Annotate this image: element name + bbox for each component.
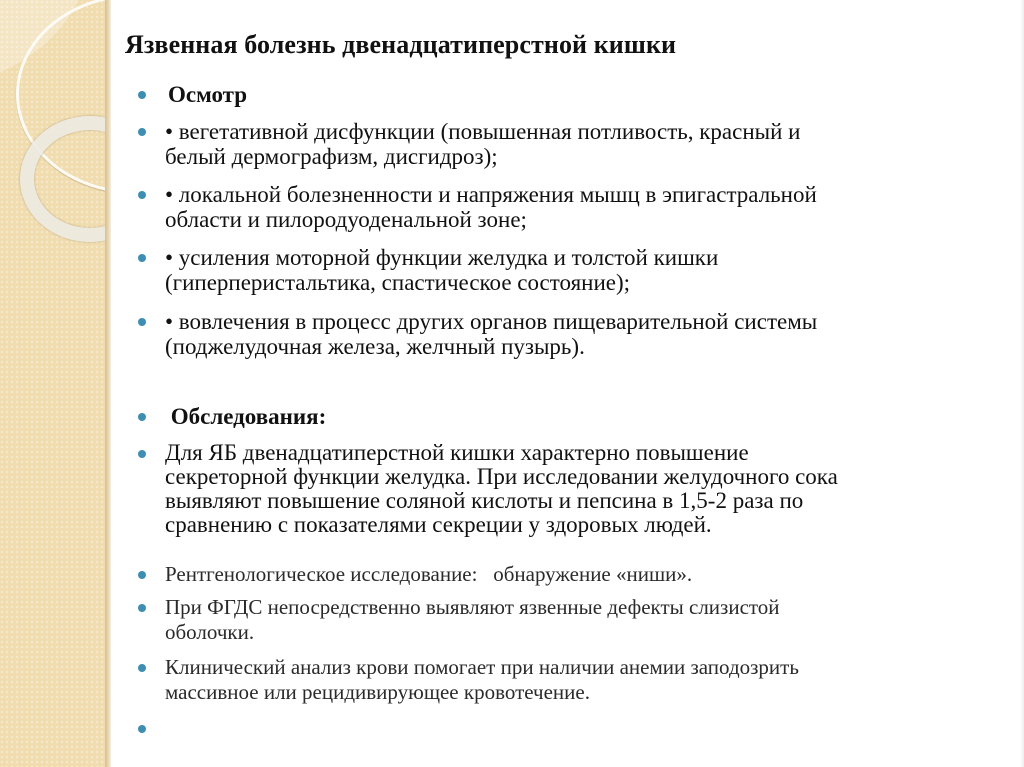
bullet-dot-icon [138, 191, 146, 199]
list-item [138, 655, 998, 705]
list-item [138, 245, 998, 295]
list-item [138, 309, 998, 359]
bullet-dot-icon [138, 725, 146, 733]
list-item-text: Осмотр [168, 82, 248, 107]
list-item-text: • локальной болезненности и напряжения мышц в эпигастральной области и пилородуоденальной зоне; [165, 182, 817, 232]
bullet-dot-icon [138, 664, 146, 672]
bullet-dot-icon [138, 254, 146, 262]
bullet-dot-icon [138, 450, 146, 458]
list-item-heading-obsledovaniya [138, 404, 998, 429]
list-item-text: Для ЯБ двенадцатиперстной кишки характерно повышение секреторной функции желудка. При исследовании желудочного сока выявляют повышение соляной кислоты и пепсина в 1,5-2 раза по сравнению с показателями секреции у здоровых людей. [165, 440, 838, 537]
list-item-text: • вовлечения в процесс других органов пищеварительной системы (поджелудочная железа, желчный пузырь). [165, 309, 818, 359]
list-item [138, 182, 998, 232]
bullet-dot-icon [138, 128, 146, 136]
bullet-dot-icon [138, 413, 146, 421]
list-item [138, 441, 998, 537]
bullet-dot-icon [138, 318, 146, 326]
list-item [138, 562, 998, 587]
sidebar-shadow-edge [105, 0, 111, 767]
bullet-dot-icon [138, 571, 146, 579]
list-item [138, 595, 998, 645]
bullet-dot-icon [138, 91, 146, 99]
slide-title: Язвенная болезнь двенадцатиперстной кишки [125, 30, 677, 59]
slide-right-edge [1020, 0, 1024, 767]
list-item-heading-osmotr [138, 82, 998, 107]
list-item-text: Обследования: [165, 404, 327, 429]
decorative-sidebar [0, 0, 109, 767]
list-item-text: Рентгенологическое исследование: обнаружение «ниши». [165, 562, 693, 586]
list-item-text: • усиления моторной функции желудка и толстой кишки (гиперперистальтика, спастическое состояние); [165, 245, 719, 295]
bullet-dot-icon [138, 604, 146, 612]
list-item-empty [138, 716, 998, 733]
list-item-text: Клинический анализ крови помогает при наличии анемии заподозрить массивное или рецидивирующее кровотечение. [165, 655, 799, 704]
list-item [138, 119, 998, 169]
list-item-text: При ФГДС непосредственно выявляют язвенные дефекты слизистой оболочки. [165, 595, 780, 644]
list-item-text: • вегетативной дисфункции (повышенная потливость, красный и белый дермографизм, дисгидроз); [165, 119, 801, 169]
